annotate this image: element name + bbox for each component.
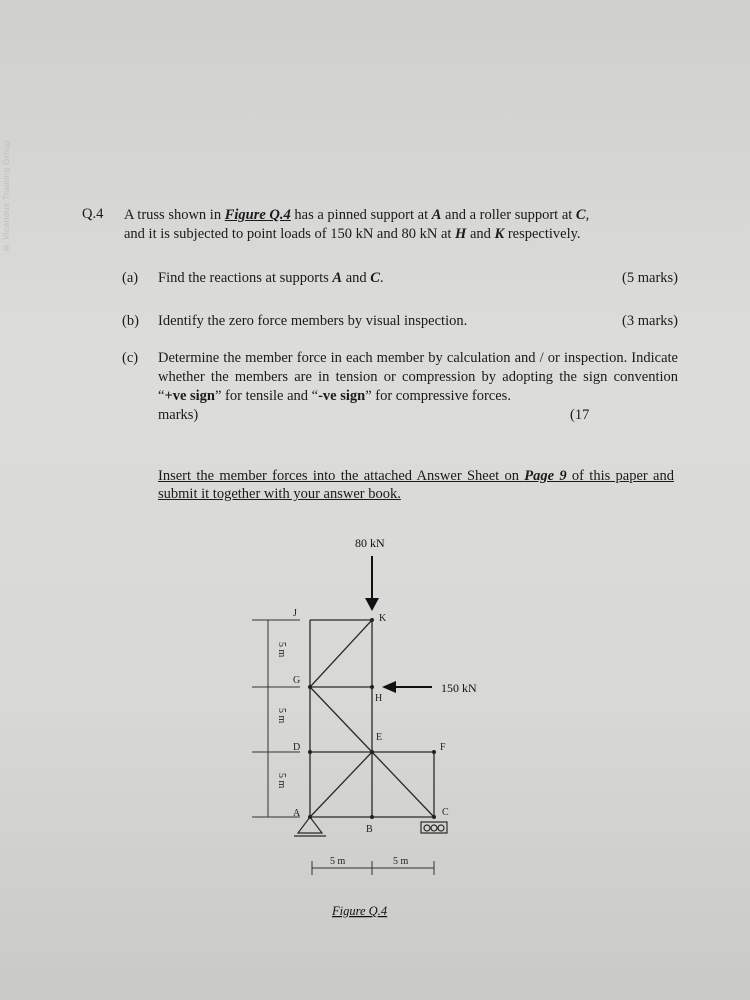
node-D: D <box>293 742 301 753</box>
watermark: © Vicarious Training Group <box>2 140 11 253</box>
load-80kN-label: 80 kN <box>355 536 385 550</box>
dim-vertical-2: 5 m <box>276 708 287 724</box>
node-F: F <box>440 742 446 753</box>
member-AE <box>310 752 372 817</box>
dim-horizontal-1: 5 m <box>330 856 346 867</box>
dim-vertical-3: 5 m <box>276 773 287 789</box>
part-c: (c) Determine the member force in each member by calculation and / or inspection. Indicate whether the members are in tension or compression by adopting the sign convention “+ve sign” for tensile and “-ve sign” for compressive forces. marks) (17 <box>122 350 678 423</box>
answer-sheet-note: Insert the member forces into the attached Answer Sheet on Page 9 of this paper and submit it together with your answer book. <box>158 468 674 502</box>
member-GK <box>310 620 372 687</box>
node-J: J <box>293 608 297 619</box>
truss-members <box>310 620 434 817</box>
load-80kN-arrow <box>365 556 379 611</box>
question-number: Q.4 <box>82 206 104 222</box>
figure-reference: Figure Q.4 <box>224 207 291 223</box>
part-a-marks: (5 marks) <box>622 270 678 286</box>
node-H: H <box>375 693 383 704</box>
node-B: B <box>366 824 373 835</box>
part-b-marks: (3 marks) <box>622 313 678 329</box>
pinned-support-A <box>294 817 326 836</box>
load-150kN-arrow <box>382 681 432 693</box>
page-reference: Page 9 <box>524 468 567 484</box>
figure-caption: Figure Q.4 <box>332 904 388 918</box>
roller-support-C <box>421 822 447 833</box>
part-c-marks: (17 <box>570 407 590 423</box>
vertical-dimension <box>252 620 300 817</box>
member-GE <box>310 687 372 752</box>
part-b-text: Identify the zero force members by visual inspection. <box>158 313 468 329</box>
node-C: C <box>442 807 449 818</box>
node-E: E <box>376 732 383 743</box>
part-a-label: (a) <box>122 270 139 286</box>
part-b-label: (b) <box>122 313 139 329</box>
part-a: (a) Find the reactions at supports A and C. (5 marks) <box>122 270 678 286</box>
node-K: K <box>379 613 387 624</box>
part-c-label: (c) <box>122 350 139 366</box>
member-EC <box>372 752 434 817</box>
dim-vertical-1: 5 m <box>276 642 287 658</box>
node-A: A <box>293 808 301 819</box>
question-text: A truss shown in Figure Q.4 has a pinned support at A and a roller support at C, and it is subjected to point loads of 150 kN and 80 kN at H and K respectively. <box>124 207 590 242</box>
node-G: G <box>293 675 301 686</box>
dim-horizontal-2: 5 m <box>393 856 409 867</box>
load-150kN-label: 150 kN <box>441 681 477 695</box>
